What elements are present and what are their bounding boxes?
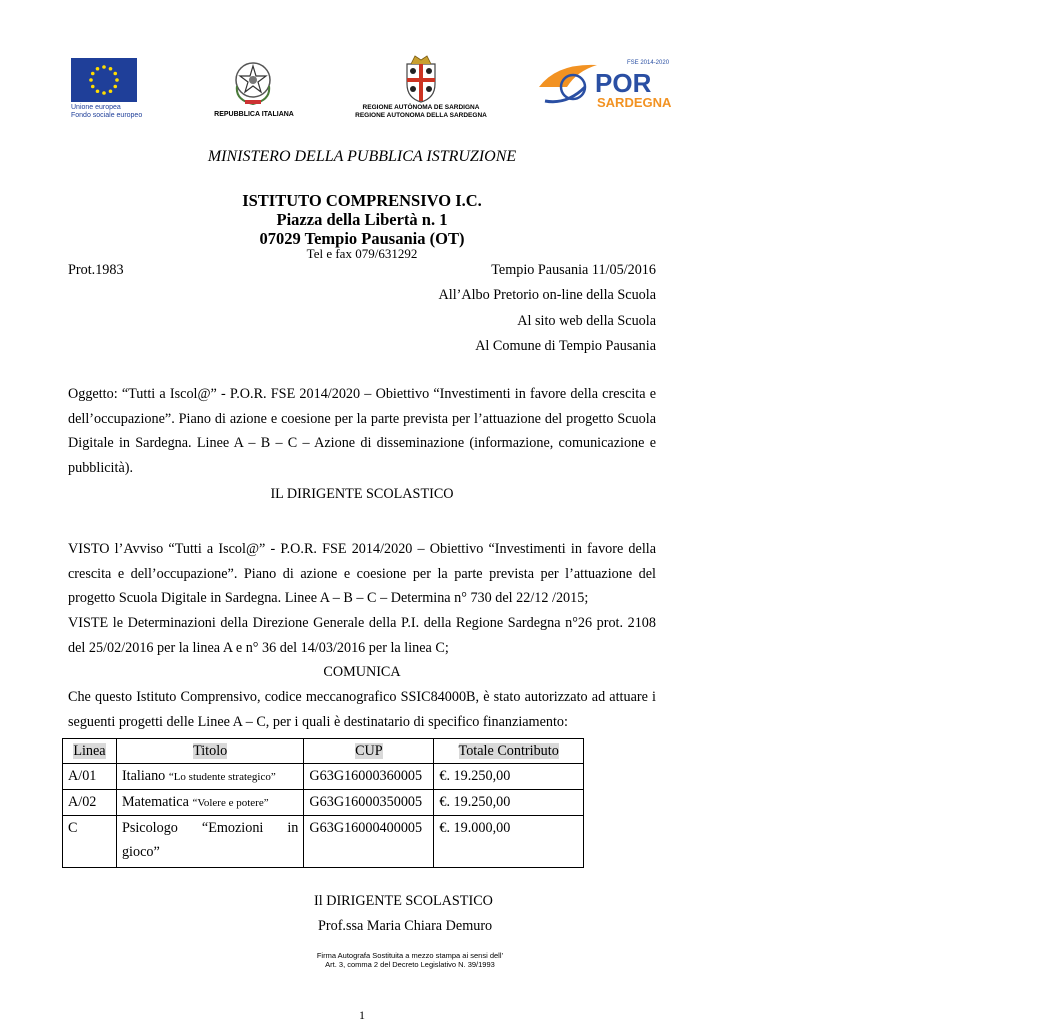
cell-cup: G63G16000400005 — [304, 816, 434, 868]
protocol-number: Prot.1983 — [68, 262, 124, 278]
recipient-albo: All’Albo Pretorio on-line della Scuola — [438, 287, 656, 303]
eu-star-icon — [91, 85, 95, 89]
cell-totale: €. 19.250,00 — [434, 764, 584, 790]
eu-star-icon — [102, 91, 106, 95]
cell-titolo — [116, 790, 303, 816]
por-sub-text: SARDEGNA — [597, 95, 672, 110]
table-row — [63, 764, 584, 790]
eu-star-icon — [113, 72, 117, 76]
sardinia-region-emblem-icon — [401, 54, 441, 104]
eu-star-icon — [96, 89, 100, 93]
italian-republic-emblem-icon — [231, 56, 275, 108]
place-date: Tempio Pausania 11/05/2016 — [491, 262, 656, 278]
table-header-cell — [434, 739, 584, 764]
viste-paragraph: VISTE le Determinazioni della Direzione Generale della P.I. della Regione Sardegna n°26 prot. 2108 del 25/02/2016 per la linea A e n° 36 del 14/03/2016 per la linea C; — [68, 615, 656, 656]
titolo-main: Psicologo “Emozioni in gioco” — [121, 820, 299, 860]
istituto-address: Piazza della Libertà n. 1 — [276, 210, 448, 229]
istituto-phone: Tel e fax 079/631292 — [306, 246, 418, 261]
eu-star-icon — [109, 89, 113, 93]
por-big-text: POR — [595, 68, 652, 98]
signature-note — [0, 951, 820, 969]
che-paragraph: Che questo Istituto Comprensivo, codice meccanografico SSIC84000B, è stato autorizzato ad attuare i seguenti progetti delle Linee A – C, per i quali è destinatario di specifico finanziamento: — [68, 689, 656, 730]
cell-titolo — [116, 816, 303, 868]
titolo-main: Italiano — [121, 768, 166, 784]
table-header-cell — [116, 739, 303, 764]
repubblica-caption: REPUBBLICA ITALIANA — [214, 111, 294, 118]
logo-bar — [0, 52, 724, 124]
eu-star-icon — [115, 78, 119, 82]
cell-titolo — [116, 764, 303, 790]
cell-totale: €. 19.250,00 — [434, 790, 584, 816]
header-cup: CUP — [355, 743, 383, 759]
recipient-comune: Al Comune di Tempio Pausania — [475, 338, 656, 354]
eu-star-icon — [91, 72, 95, 76]
comunica-heading: COMUNICA — [323, 664, 401, 680]
signature-note-line2: Art. 3, comma 2 del Decreto Legislativo N. 39/1993 — [325, 960, 495, 969]
eu-star-icon — [89, 78, 93, 82]
eu-star-icon — [102, 65, 106, 69]
istituto-name: ISTITUTO COMPRENSIVO I.C. — [242, 191, 482, 210]
cell-linea: C — [63, 816, 117, 868]
titolo-sub: “Volere e potere” — [192, 797, 269, 809]
table-header-cell — [63, 739, 117, 764]
header-totale: Totale Contributo — [458, 743, 559, 759]
cell-cup: G63G16000350005 — [304, 790, 434, 816]
por-small-text: FSE 2014-2020 — [627, 60, 670, 66]
cell-linea: A/01 — [63, 764, 117, 790]
table-header-row — [63, 739, 584, 764]
dirigente-heading: IL DIRIGENTE SCOLASTICO — [270, 486, 454, 502]
cell-totale: €. 19.000,00 — [434, 816, 584, 868]
eu-caption — [71, 104, 151, 120]
ministero-heading: MINISTERO DELLA PUBBLICA ISTRUZIONE — [207, 148, 517, 165]
sardegna-caption — [345, 104, 497, 120]
eu-flag-icon — [71, 58, 137, 102]
eu-caption-line1: Unione europea — [71, 104, 121, 111]
titolo-main: Matematica — [121, 794, 189, 810]
signature-name: Prof.ssa Maria Chiara Demuro — [318, 918, 493, 934]
page-number: 1 — [359, 1008, 365, 1022]
eu-star-icon — [96, 67, 100, 71]
header-linea: Linea — [73, 743, 106, 759]
eu-star-icon — [113, 85, 117, 89]
eu-star-icon — [109, 67, 113, 71]
cell-linea: A/02 — [63, 790, 117, 816]
eu-caption-line2: Fondo sociale europeo — [71, 112, 143, 119]
signature-role: Il DIRIGENTE SCOLASTICO — [314, 893, 493, 909]
por-sardegna-logo-icon — [537, 57, 672, 112]
sardegna-caption-line1: REGIONE AUTÒNOMA DE SARDIGNA — [362, 104, 480, 111]
visto-paragraph: VISTO l’Avviso “Tutti a Iscol@” - P.O.R. FSE 2014/2020 – Obiettivo “Investimenti in favore della crescita e dell’occupazione”. Piano di azione e coesione per la parte prevista per l’attuazione del progetto Scuola Digitale in Sardegna. Linee A – B – C – Determina n° 730 del 22/12 /2015; — [68, 541, 656, 606]
signature-note-line1: Firma Autografa Sostituita a mezzo stampa ai sensi dell’ — [316, 951, 504, 960]
cell-cup: G63G16000360005 — [304, 764, 434, 790]
header-titolo: Titolo — [193, 743, 228, 759]
table-row — [63, 790, 584, 816]
projects-table — [62, 738, 584, 868]
sardegna-caption-line2: REGIONE AUTONOMA DELLA SARDEGNA — [355, 112, 487, 119]
istituto-city: 07029 Tempio Pausania (OT) — [259, 229, 465, 248]
titolo-sub: “Lo studente strategico” — [168, 771, 276, 783]
table-header-cell — [304, 739, 434, 764]
table-row — [63, 816, 584, 868]
subject-paragraph: Oggetto: “Tutti a Iscol@” - P.O.R. FSE 2014/2020 – Obiettivo “Investimenti in favore della crescita e dell’occupazione”. Piano di azione e coesione per la parte prevista per l’attuazione del progetto Scuola Digitale in Sardegna. Linee A – B – C – Azione di disseminazione (informazione, comunicazione e pubblicità). — [68, 386, 656, 476]
recipient-website: Al sito web della Scuola — [517, 313, 656, 329]
